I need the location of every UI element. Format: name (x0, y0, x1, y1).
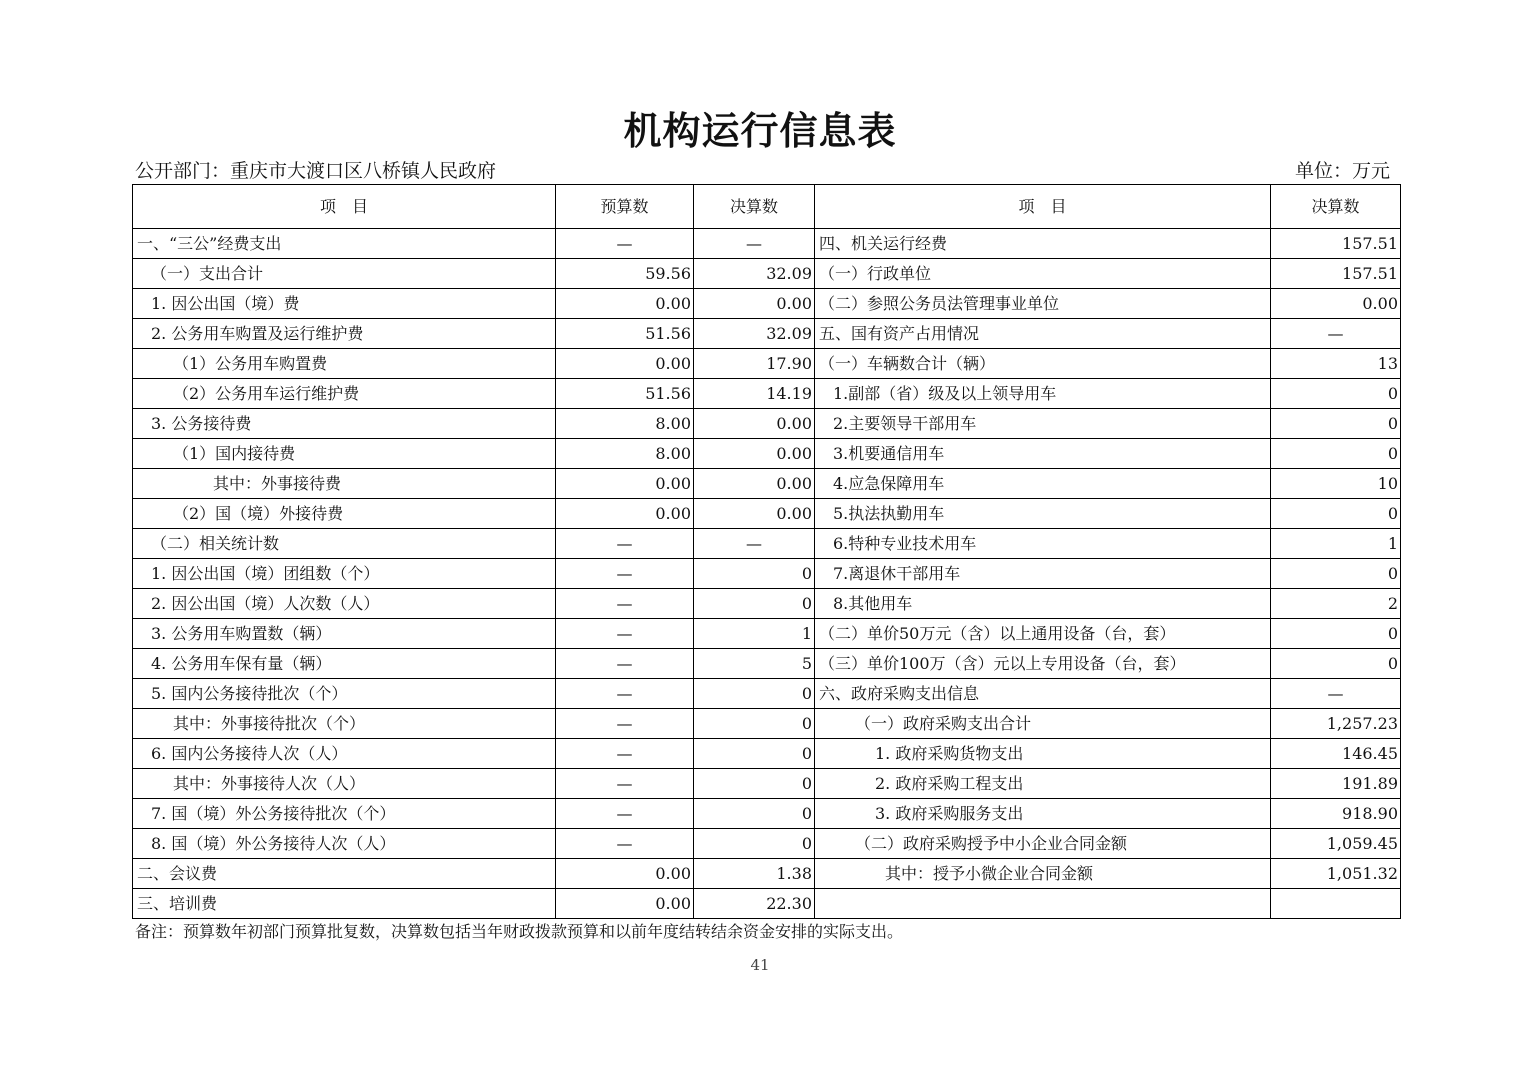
final-value: 0 (694, 829, 815, 859)
right-final-value: 157.51 (1271, 229, 1401, 259)
table-row (133, 649, 1401, 679)
right-final-value: 1,051.32 (1271, 859, 1401, 889)
right-final-value: 1,059.45 (1271, 829, 1401, 859)
table-row (133, 319, 1401, 349)
final-value: — (694, 229, 815, 259)
table-row (133, 439, 1401, 469)
final-value: 0 (694, 769, 815, 799)
right-final-value: 10 (1271, 469, 1401, 499)
table-header-row (133, 185, 1401, 229)
left-item-label: 1. 因公出国（境）费 (133, 289, 556, 319)
left-item-label: 3. 公务接待费 (133, 409, 556, 439)
budget-value: 59.56 (556, 259, 694, 289)
right-item-label: 六、政府采购支出信息 (815, 679, 1271, 709)
budget-value: 0.00 (556, 349, 694, 379)
left-item-label: 1. 因公出国（境）团组数（个） (133, 559, 556, 589)
final-value: 0 (694, 679, 815, 709)
left-item-label: 6. 国内公务接待人次（人） (133, 739, 556, 769)
budget-value: — (556, 799, 694, 829)
right-item-label: （一）行政单位 (815, 259, 1271, 289)
final-value: 0.00 (694, 499, 815, 529)
page-title: 机构运行信息表 (623, 109, 897, 153)
final-value: 14.19 (694, 379, 815, 409)
final-value: 0 (694, 799, 815, 829)
right-item-label: 7.离退休干部用车 (815, 559, 1271, 589)
left-item-label: （一）支出合计 (133, 259, 556, 289)
final-value: 0.00 (694, 289, 815, 319)
table-row (133, 379, 1401, 409)
page-number: 41 (750, 956, 770, 974)
final-value: 0.00 (694, 409, 815, 439)
right-final-value: 1 (1271, 529, 1401, 559)
right-final-value: 0 (1271, 619, 1401, 649)
budget-value: — (556, 679, 694, 709)
budget-value: — (556, 589, 694, 619)
left-item-label: （二）相关统计数 (133, 529, 556, 559)
department-label: 公开部门：重庆市大渡口区八桥镇人民政府 (135, 160, 497, 182)
right-item-label: 五、国有资产占用情况 (815, 319, 1271, 349)
budget-value: — (556, 229, 694, 259)
header-item-right: 项 目 (815, 185, 1271, 229)
table-row (133, 799, 1401, 829)
right-final-value: — (1271, 679, 1401, 709)
right-final-value: 191.89 (1271, 769, 1401, 799)
final-value: 32.09 (694, 259, 815, 289)
budget-value: 0.00 (556, 889, 694, 919)
header-budget: 预算数 (556, 185, 694, 229)
budget-value: — (556, 529, 694, 559)
budget-value: — (556, 739, 694, 769)
header-final: 决算数 (694, 185, 815, 229)
table-row (133, 529, 1401, 559)
unit-label: 单位：万元 (1294, 160, 1390, 182)
right-final-value: 0 (1271, 499, 1401, 529)
budget-value: 8.00 (556, 409, 694, 439)
table-row (133, 619, 1401, 649)
final-value: 1.38 (694, 859, 815, 889)
left-item-label: 其中：外事接待人次（人） (133, 769, 556, 799)
left-item-label: 8. 国（境）外公务接待人次（人） (133, 829, 556, 859)
right-item-label: （三）单价100万（含）元以上专用设备（台，套） (815, 649, 1271, 679)
final-value: 0.00 (694, 439, 815, 469)
left-item-label: 其中：外事接待费 (133, 469, 556, 499)
left-item-label: 2. 因公出国（境）人次数（人） (133, 589, 556, 619)
budget-value: — (556, 769, 694, 799)
footnote: 备注：预算数年初部门预算批复数，决算数包括当年财政拨款预算和以前年度结转结余资金安排的实际支出。 (135, 922, 904, 941)
final-value: 1 (694, 619, 815, 649)
right-final-value: — (1271, 319, 1401, 349)
budget-value: 51.56 (556, 379, 694, 409)
right-item-label: 6.特种专业技术用车 (815, 529, 1271, 559)
right-final-value: 918.90 (1271, 799, 1401, 829)
budget-value: 0.00 (556, 499, 694, 529)
right-final-value: 0 (1271, 559, 1401, 589)
right-item-label: 8.其他用车 (815, 589, 1271, 619)
right-item-label: （二）参照公务员法管理事业单位 (815, 289, 1271, 319)
right-item-label: （一）政府采购支出合计 (815, 709, 1271, 739)
right-item-label: 4.应急保障用车 (815, 469, 1271, 499)
left-item-label: 5. 国内公务接待批次（个） (133, 679, 556, 709)
table-row (133, 409, 1401, 439)
header-item: 项 目 (133, 185, 556, 229)
right-item-label: 2. 政府采购工程支出 (815, 769, 1271, 799)
table-row (133, 559, 1401, 589)
right-item-label: 5.执法执勤用车 (815, 499, 1271, 529)
right-item-label: 四、机关运行经费 (815, 229, 1271, 259)
table-row (133, 889, 1401, 919)
table-row (133, 739, 1401, 769)
left-item-label: 三、培训费 (133, 889, 556, 919)
right-final-value (1271, 889, 1401, 919)
right-item-label: （二）政府采购授予中小企业合同金额 (815, 829, 1271, 859)
budget-value: 51.56 (556, 319, 694, 349)
table-row (133, 259, 1401, 289)
right-item-label: （二）单价50万元（含）以上通用设备（台，套） (815, 619, 1271, 649)
info-table (132, 184, 1401, 919)
left-item-label: 二、会议费 (133, 859, 556, 889)
budget-value: 0.00 (556, 469, 694, 499)
table-row (133, 829, 1401, 859)
budget-value: — (556, 559, 694, 589)
budget-value: — (556, 619, 694, 649)
final-value: 0.00 (694, 469, 815, 499)
table-row (133, 289, 1401, 319)
final-value: 5 (694, 649, 815, 679)
left-item-label: 其中：外事接待批次（个） (133, 709, 556, 739)
right-final-value: 1,257.23 (1271, 709, 1401, 739)
table-row (133, 859, 1401, 889)
left-item-label: 3. 公务用车购置数（辆） (133, 619, 556, 649)
table-row (133, 499, 1401, 529)
right-item-label: 3.机要通信用车 (815, 439, 1271, 469)
right-item-label: （一）车辆数合计（辆） (815, 349, 1271, 379)
final-value: — (694, 529, 815, 559)
right-final-value: 13 (1271, 349, 1401, 379)
left-item-label: （2）国（境）外接待费 (133, 499, 556, 529)
final-value: 0 (694, 709, 815, 739)
right-final-value: 0 (1271, 379, 1401, 409)
final-value: 0 (694, 589, 815, 619)
budget-value: 0.00 (556, 289, 694, 319)
final-value: 0 (694, 739, 815, 769)
right-item-label: 3. 政府采购服务支出 (815, 799, 1271, 829)
budget-value: — (556, 709, 694, 739)
table-row (133, 469, 1401, 499)
right-final-value: 157.51 (1271, 259, 1401, 289)
right-item-label: 1. 政府采购货物支出 (815, 739, 1271, 769)
budget-value: — (556, 829, 694, 859)
budget-value: 0.00 (556, 859, 694, 889)
right-final-value: 2 (1271, 589, 1401, 619)
left-item-label: （2）公务用车运行维护费 (133, 379, 556, 409)
right-final-value: 0.00 (1271, 289, 1401, 319)
left-item-label: （1）公务用车购置费 (133, 349, 556, 379)
table-row (133, 769, 1401, 799)
right-item-label: 1.副部（省）级及以上领导用车 (815, 379, 1271, 409)
table-row (133, 709, 1401, 739)
left-item-label: 2. 公务用车购置及运行维护费 (133, 319, 556, 349)
budget-value: 8.00 (556, 439, 694, 469)
left-item-label: 4. 公务用车保有量（辆） (133, 649, 556, 679)
table-row (133, 589, 1401, 619)
right-final-value: 0 (1271, 439, 1401, 469)
budget-value: — (556, 649, 694, 679)
right-final-value: 0 (1271, 649, 1401, 679)
table-row (133, 229, 1401, 259)
final-value: 17.90 (694, 349, 815, 379)
right-item-label: 2.主要领导干部用车 (815, 409, 1271, 439)
right-final-value: 0 (1271, 409, 1401, 439)
left-item-label: （1）国内接待费 (133, 439, 556, 469)
final-value: 32.09 (694, 319, 815, 349)
table-row (133, 679, 1401, 709)
header-final-right: 决算数 (1271, 185, 1401, 229)
left-item-label: 一、“三公”经费支出 (133, 229, 556, 259)
final-value: 22.30 (694, 889, 815, 919)
right-item-label: 其中：授予小微企业合同金额 (815, 859, 1271, 889)
left-item-label: 7. 国（境）外公务接待批次（个） (133, 799, 556, 829)
final-value: 0 (694, 559, 815, 589)
right-final-value: 146.45 (1271, 739, 1401, 769)
right-item-label (815, 889, 1271, 919)
table-row (133, 349, 1401, 379)
